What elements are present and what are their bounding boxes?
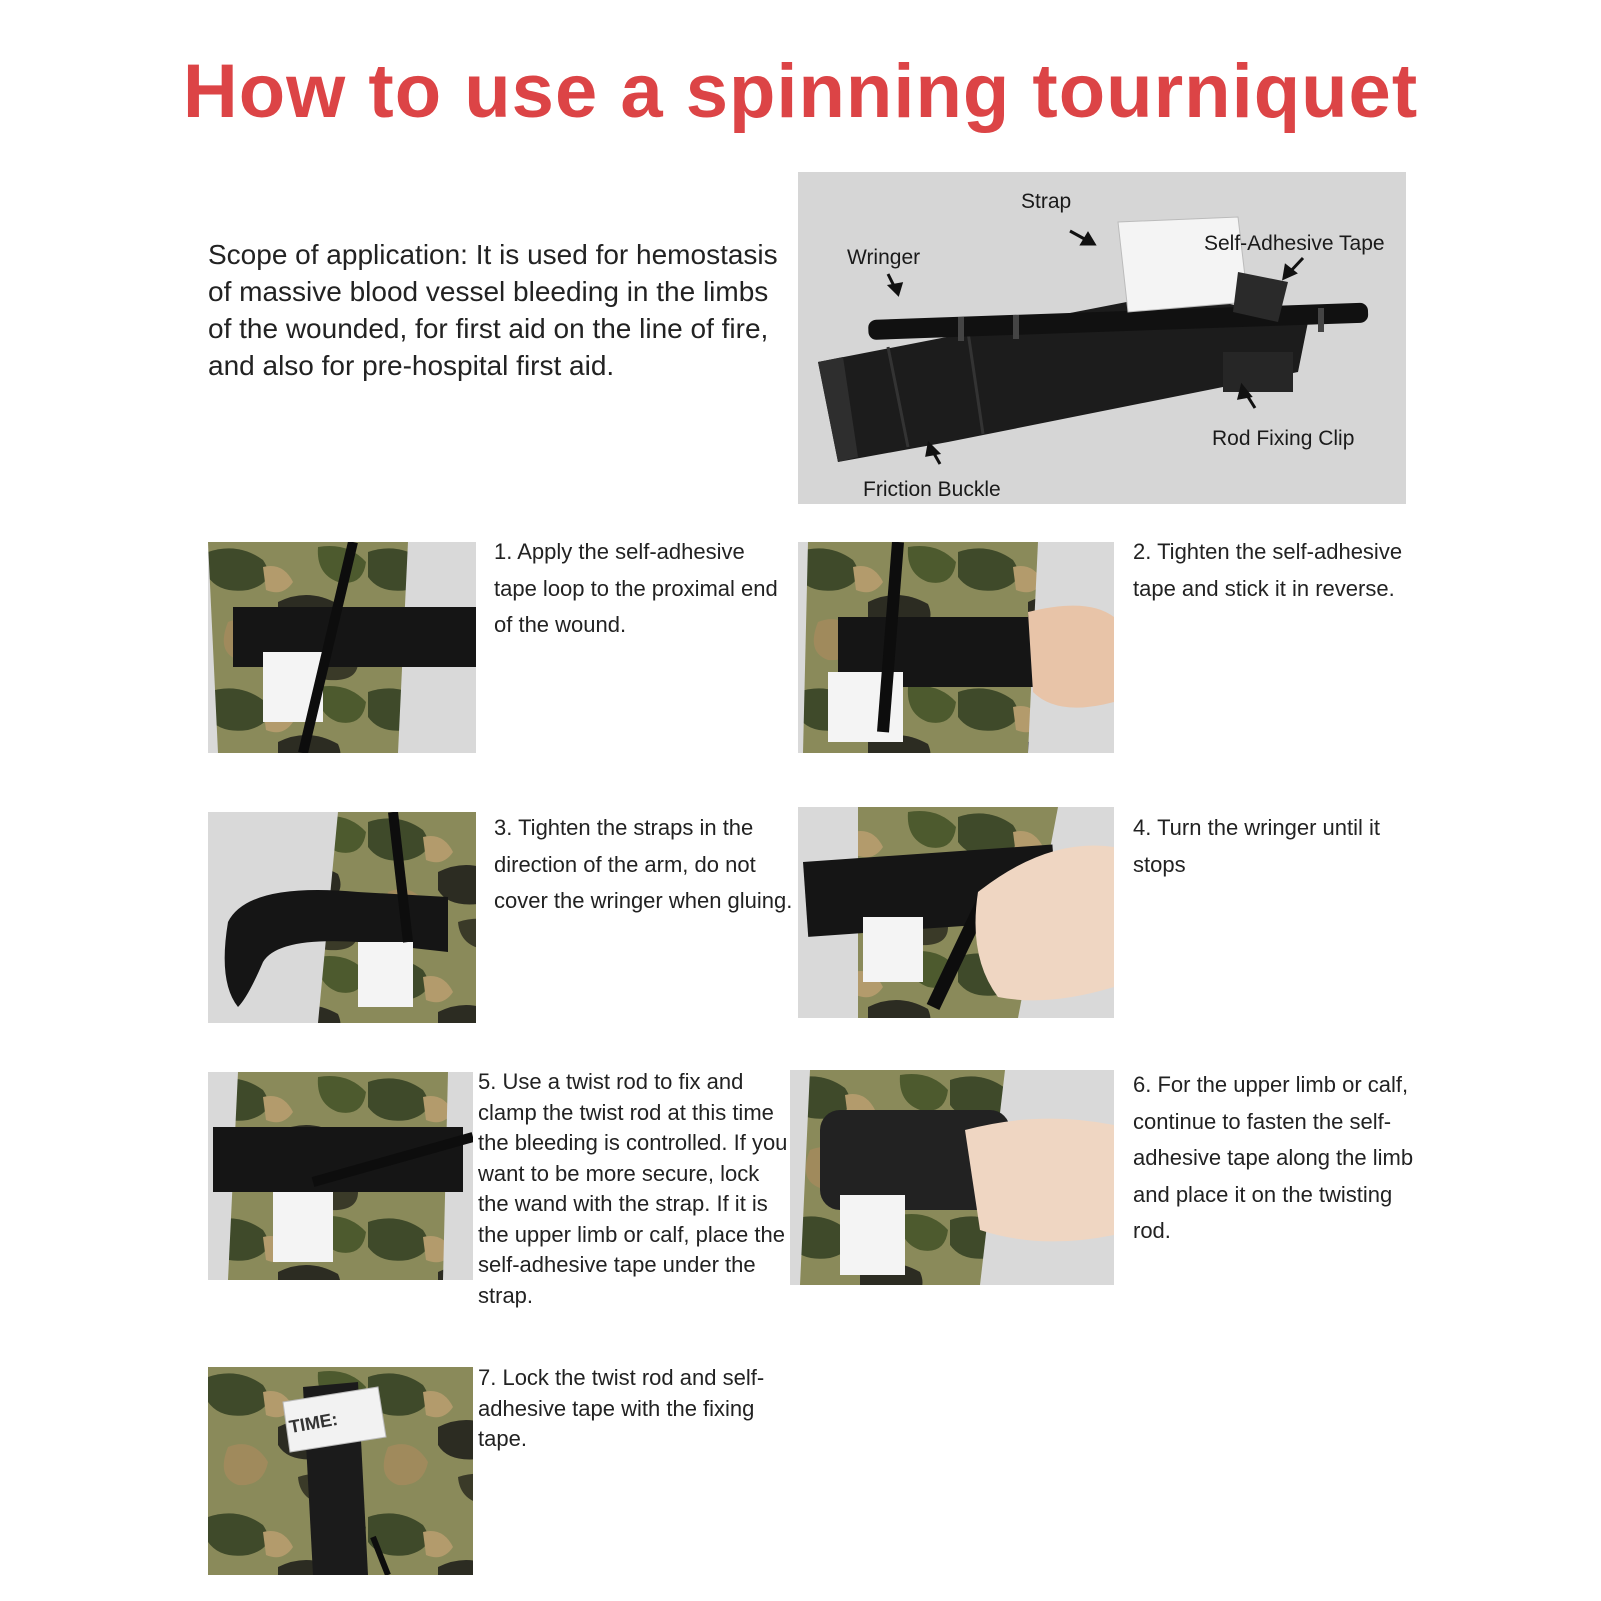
label-friction-buckle: Friction Buckle bbox=[863, 478, 1001, 501]
step4-photo bbox=[798, 807, 1114, 1018]
step1-text: 1. Apply the self-adhesive tape loop to the proximal end of the wound. bbox=[494, 539, 778, 637]
tourniquet-illustration bbox=[798, 172, 1406, 504]
step6-text: 6. For the upper limb or calf, continue to fasten the self-adhesive tape along the limb and place it on the twisting rod. bbox=[1133, 1072, 1414, 1243]
step3-text: 3. Tighten the straps in the direction of the arm, do not cover the wringer when gluing. bbox=[494, 815, 793, 913]
tourniquet-parts-photo bbox=[798, 172, 1406, 504]
step3-photo bbox=[208, 812, 476, 1023]
step7-time-label: TIME: bbox=[287, 1408, 340, 1438]
step2-photo bbox=[798, 542, 1114, 753]
step7-text: 7. Lock the twist rod and self-adhesive tape with the fixing tape. bbox=[478, 1365, 765, 1451]
label-self-adhesive-tape: Self-Adhesive Tape bbox=[1204, 232, 1385, 255]
step2-text: 2. Tighten the self-adhesive tape and stick it in reverse. bbox=[1133, 539, 1403, 601]
page-title: How to use a spinning tourniquet bbox=[182, 49, 1419, 134]
scope-description: Scope of application: It is used for hemostasis of massive blood vessel bleeding in the limbs of the wounded, for first aid on the line of fire, and also for pre-hospital first aid. bbox=[208, 239, 778, 381]
step7-photo bbox=[208, 1367, 473, 1575]
step5-text: 5. Use a twist rod to fix and clamp the twist rod at this time the bleeding is controlled. If you want to be more secure, lock the wand with the strap. If it is the upper limb or calf, place the self-adhesive tape under the strap. bbox=[478, 1069, 788, 1308]
step6-photo bbox=[790, 1070, 1114, 1285]
label-wringer: Wringer bbox=[847, 246, 921, 269]
step1-photo bbox=[208, 542, 476, 753]
label-strap: Strap bbox=[1021, 190, 1072, 213]
step4-text: 4. Turn the wringer until it stops bbox=[1133, 815, 1381, 877]
label-rod-fixing-clip: Rod Fixing Clip bbox=[1212, 427, 1355, 450]
step5-photo bbox=[208, 1072, 473, 1280]
